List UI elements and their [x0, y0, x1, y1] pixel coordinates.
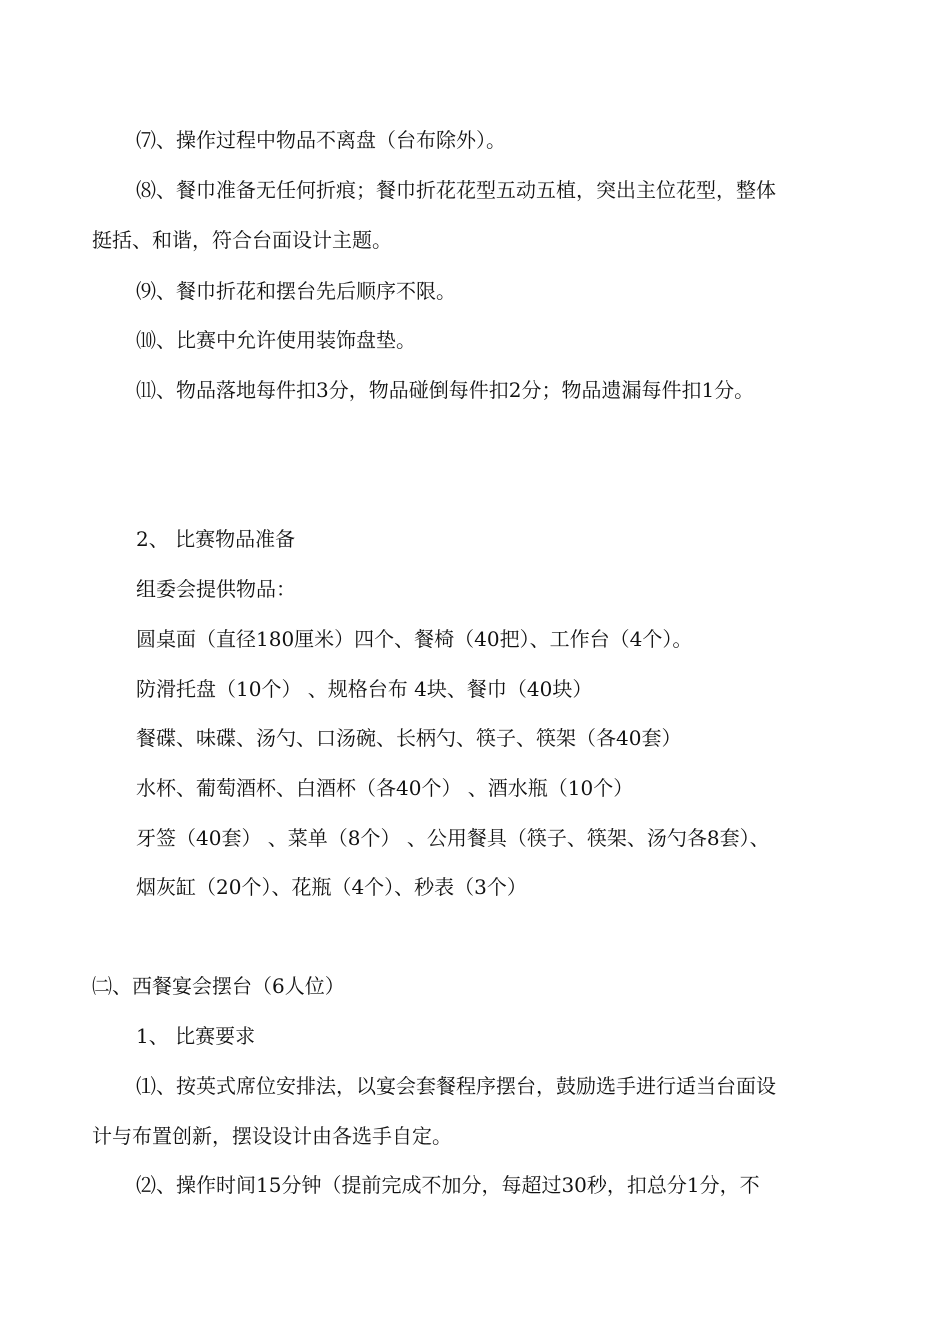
items-line-tableware: 餐碟、味碟、汤勺、口汤碗、长柄勺、筷子、筷架（各40套）	[136, 726, 682, 750]
rule-1-text: ⑴、按英式席位安排法，以宴会套餐程序摆台，鼓励选手进行适当台面设	[136, 1074, 776, 1098]
section-heading-items: 2、 比赛物品准备	[136, 527, 296, 551]
rule-7-text: ⑺、操作过程中物品不离盘（台布除外）。	[136, 128, 506, 152]
rule-11-text: ⑾、物品落地每件扣3分，物品碰倒每件扣2分；物品遗漏每件扣1分。	[136, 378, 755, 402]
items-line-tables: 圆桌面（直径180厘米）四个、餐椅（40把）、工作台（4个）。	[136, 627, 693, 651]
items-line-toothpicks: 牙签（40套） 、菜单（8个） 、公用餐具（筷子、筷架、汤勺各8套）、	[136, 826, 770, 850]
items-line-trays: 防滑托盘（10个） 、规格台布 4块、餐巾（40块）	[136, 677, 593, 701]
items-line-glasses: 水杯、葡萄酒杯、白酒杯（各40个） 、酒水瓶（10个）	[136, 776, 634, 800]
rule-1-continuation: 计与布置创新，摆设设计由各选手自定。	[92, 1124, 452, 1148]
rule-8-text: ⑻、餐巾准备无任何折痕；餐巾折花花型五动五植，突出主位花型，整体	[136, 178, 776, 202]
rule-10-text: ⑽、比赛中允许使用装饰盘垫。	[136, 328, 416, 352]
subsection-heading-requirements: 1、 比赛要求	[136, 1024, 256, 1048]
rule-2-text: ⑵、操作时间15分钟（提前完成不加分，每超过30秒，扣总分1分，不	[136, 1173, 760, 1197]
rule-8-continuation: 挺括、和谐，符合台面设计主题。	[92, 228, 392, 252]
rule-9-text: ⑼、餐巾折花和摆台先后顺序不限。	[136, 279, 456, 303]
items-line-ashtrays: 烟灰缸（20个）、花瓶（4个）、秒表（3个）	[136, 875, 527, 899]
section-heading-western: ㈡、西餐宴会摆台（6人位）	[92, 974, 345, 998]
provided-items-intro: 组委会提供物品：	[136, 577, 296, 601]
